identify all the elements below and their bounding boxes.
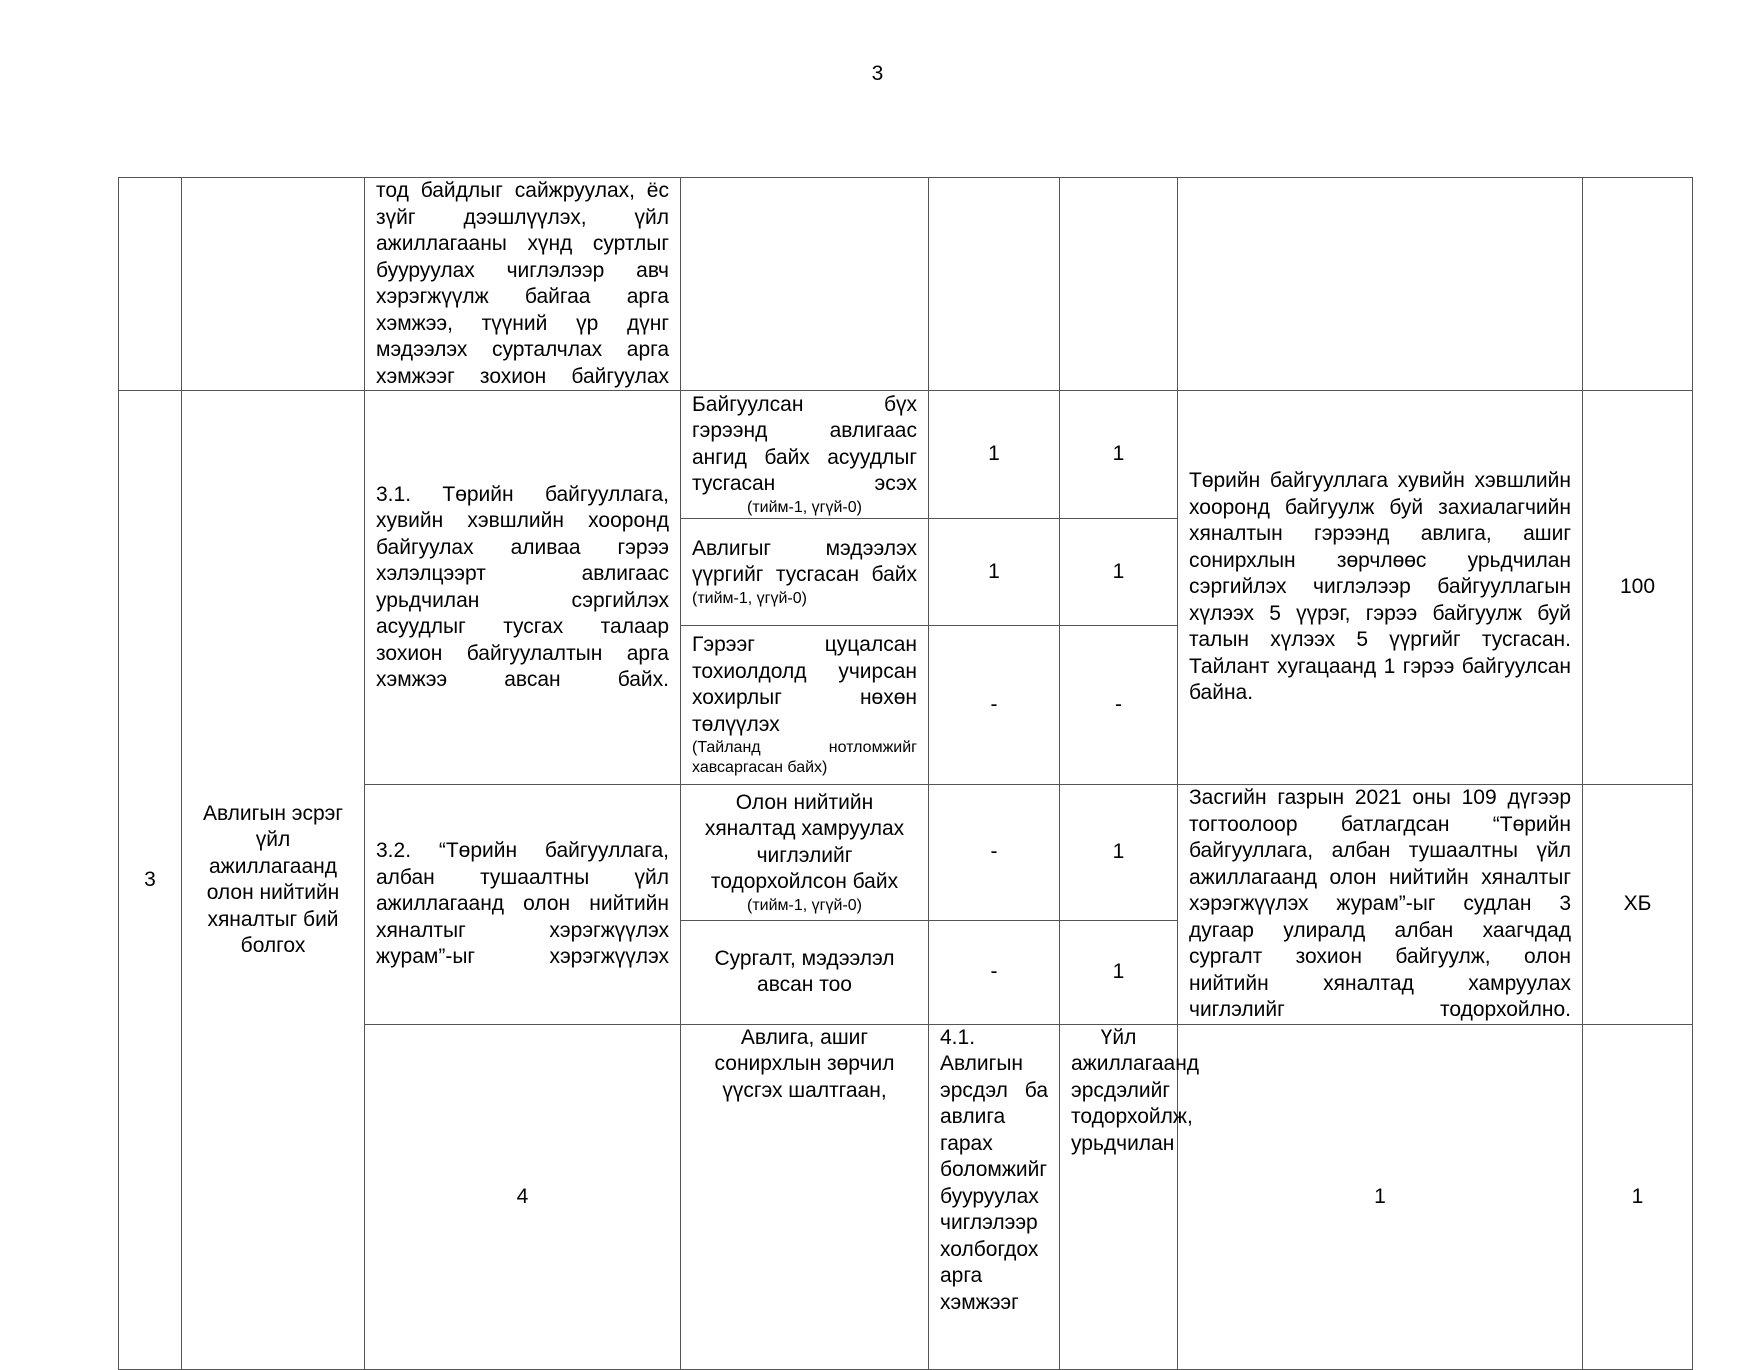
table-row bbox=[119, 391, 1693, 519]
cell-no: 3 bbox=[119, 391, 182, 1370]
indicator-text: Олон нийтийн хяналтад хамруулах чиглэлийг тодорхойлсон байх bbox=[704, 790, 905, 894]
cell-base: 1 bbox=[929, 391, 1060, 519]
cell-result: 1 bbox=[1060, 519, 1178, 626]
cell-goal: тод байдлыг сайжруулах, ёс зүйг дээшлүүлэх, үйл ажиллагааны хүнд суртлыг бууруулах чиглэлээр авч хэрэгжүүлж байгаа арга хэмжээ, түүний үр дүнг мэдээлэх сурталчлах арга хэмжээг зохион байгуулах bbox=[365, 178, 681, 391]
cell-task-3-2: 3.2. “Төрийн байгууллага, албан тушаалтны үйл ажиллагаанд олон нийтийн хяналтыг хэрэгжүүлэх журам”-ыг хэрэгжүүлэх bbox=[365, 785, 681, 1025]
indicator-text: Байгуулсан бүх гэрээнд авлигаас ангид байх асуудлыг тусгасан эсэх bbox=[692, 392, 917, 495]
cell-score: ХБ bbox=[1583, 785, 1693, 1025]
cell-base bbox=[929, 178, 1060, 391]
indicator-note: (Тайланд нотломжийг хавсаргасан байх) bbox=[692, 739, 917, 776]
plan-report-table bbox=[118, 177, 1693, 1370]
cell-task-3-1: 3.1. Төрийн байгууллага, хувийн хэвшлийн хооронд байгуулах аливаа гэрээ хэлэлцээрт авлигаас урьдчилан сэргийлэх асуудлыг тусгах талаар зохион байгуулалтын арга хэмжээ авсан байх. bbox=[365, 391, 681, 785]
cell-indicator bbox=[681, 519, 929, 626]
cell-score bbox=[1583, 178, 1693, 391]
cell-report bbox=[1178, 391, 1583, 785]
cell-indicator: Сургалт, мэдээлэл авсан тоо bbox=[681, 921, 929, 1024]
cell-result: - bbox=[1060, 626, 1178, 785]
cell-base: - bbox=[929, 921, 1060, 1024]
cell-base: - bbox=[929, 785, 1060, 921]
cell-indicator bbox=[681, 626, 929, 785]
indicator-note: (тийм-1, үгүй-0) bbox=[747, 896, 862, 914]
cell-result: 1 bbox=[1060, 785, 1178, 921]
cell-indicator: Үйл ажиллагаанд эрсдэлийг тодорхойлж, урьдчилан bbox=[1060, 1024, 1178, 1370]
cell-result: 1 bbox=[1060, 921, 1178, 1024]
cell-base: 1 bbox=[929, 519, 1060, 626]
report-text: Төрийн байгууллага хувийн хэвшлийн хооронд байгуулж буй захиалагчийн хяналтын гэрээнд авлига, ашиг сонирхлын зөрчлөөс урьдчилан сэргийлэх чиглэлээр байгууллагын хүлээх 5 үүрэг, гэрээ байгуулж буй талын хүлээх 5 үүргийг тусгасан. bbox=[1189, 469, 1571, 652]
cell-objective: Авлигын эсрэг үйл ажиллагаанд олон нийтийн хяналтыг бий болгох bbox=[182, 391, 365, 1370]
page-number: 3 bbox=[871, 62, 884, 85]
cell-objective bbox=[182, 178, 365, 391]
cell-result: 1 bbox=[1583, 1024, 1693, 1370]
cell-indicator bbox=[681, 785, 929, 921]
report-text-2: Тайлант хугацаанд 1 гэрээ байгуулсан байна. bbox=[1189, 654, 1571, 705]
cell-objective: Авлига, ашиг сонирхлын зөрчил үүсгэх шалтгаан, bbox=[681, 1024, 929, 1370]
cell-task-4-1: 4.1. Авлигын эрсдэл ба авлига гарах боломжийг бууруулах чиглэлээр холбогдох арга хэмжээг bbox=[929, 1024, 1060, 1370]
cell-indicator bbox=[681, 178, 929, 391]
cell-no bbox=[119, 178, 182, 391]
cell-no: 4 bbox=[365, 1024, 681, 1370]
cell-indicator bbox=[681, 391, 929, 519]
indicator-note: (тийм-1, үгүй-0) bbox=[692, 589, 807, 607]
indicator-text: Авлигыг мэдээлэх үүргийг тусгасан байх bbox=[692, 536, 917, 586]
cell-report: Засгийн газрын 2021 оны 109 дүгээр тогтоолоор батлагдсан “Төрийн байгууллага, албан тушаалтны үйл ажиллагаанд олон нийтийн хяналтыг хэрэгжүүлэх журам”-ыг судлан 3 дугаар улиралд албан хаагчдад сургалт зохион байгуулж, олон нийтийн хяналтад хамруулах чиглэлийг тодорхойлно. bbox=[1178, 785, 1583, 1025]
indicator-note: (тийм-1, үгүй-0) bbox=[747, 498, 862, 516]
table-row bbox=[119, 178, 1693, 391]
cell-result: 1 bbox=[1060, 391, 1178, 519]
cell-score: 100 bbox=[1583, 391, 1693, 785]
cell-base: 1 bbox=[1178, 1024, 1583, 1370]
indicator-text: Гэрээг цуцалсан тохиолдолд учирсан хохирлыг нөхөн төлүүлэх bbox=[692, 633, 917, 736]
cell-report bbox=[1178, 178, 1583, 391]
cell-result bbox=[1060, 178, 1178, 391]
cell-base: - bbox=[929, 626, 1060, 785]
